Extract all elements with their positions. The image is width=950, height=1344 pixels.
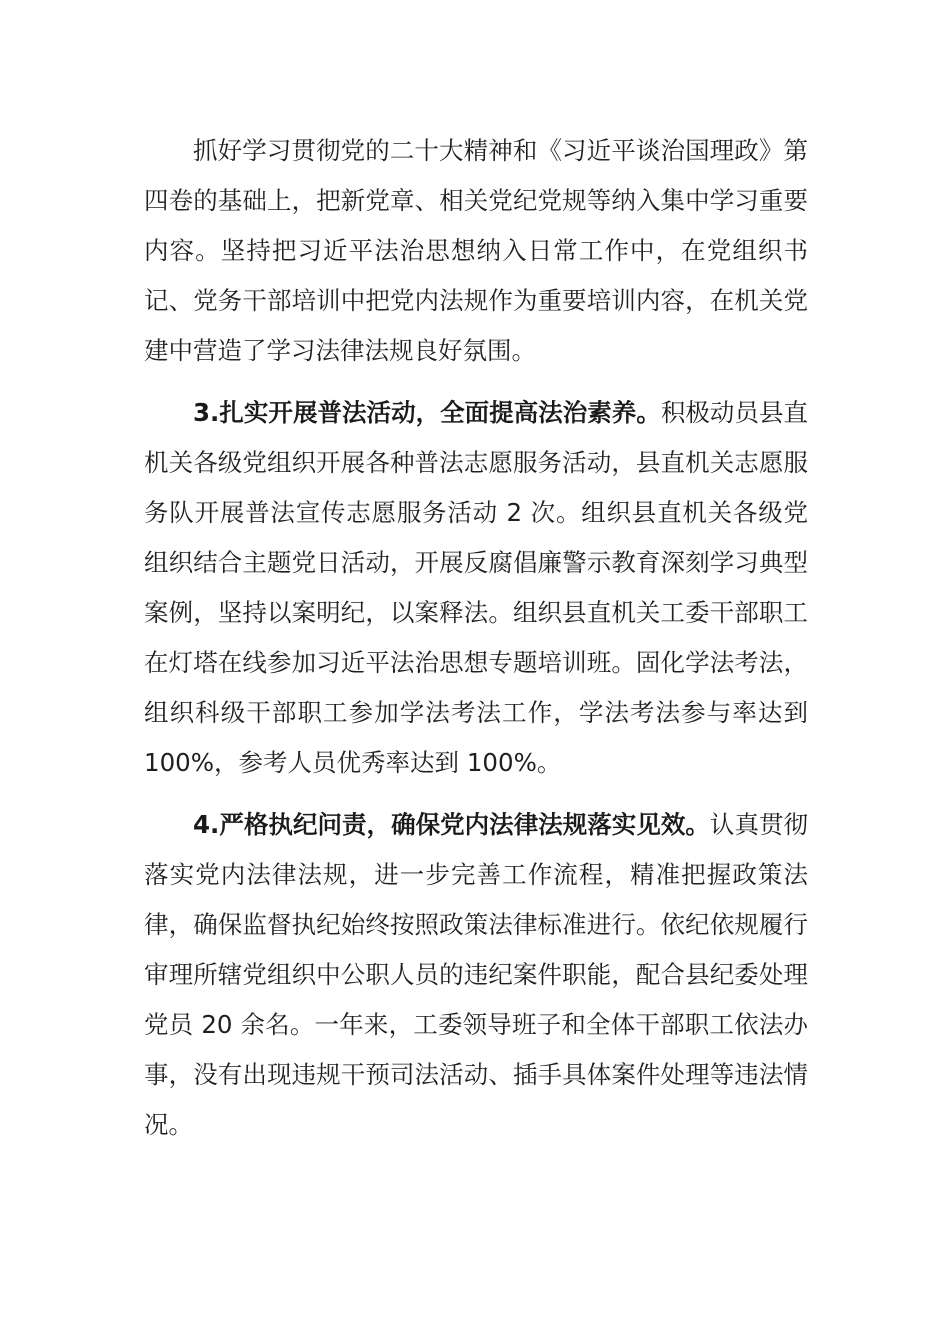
paragraph-text: 认真贯彻落实党内法律法规，进一步完善工作流程，精准把握政策法律，确保监督执纪始终按照政策法律标准进行。依纪依规履行审理所辖党组织中公职人员的违纪案件职能，配合县纪委处理党员 20 余名。一年来，工委领导班子和全体干部职工依法办事，没有出现违规干预司法活动、插手具体案件处理等违法情况。 — [144, 810, 809, 1139]
paragraph-study-content — [144, 126, 808, 376]
paragraph-text: 积极动员县直机关各级党组织开展各种普法志愿服务活动，县直机关志愿服务队开展普法宣传志愿服务活动 2 次。组织县直机关各级党组织结合主题党日活动，开展反腐倡廉警示教育深刻学习典型案例，坚持以案明纪，以案释法。组织县直机关工委干部职工在灯塔在线参加习近平法治思想专题培训班。固化学法考法，组织科级干部职工参加学法考法工作，学法考法参与率达到 100%，参考人员优秀率达到 100%。 — [144, 398, 808, 777]
paragraph-discipline-enforcement — [144, 800, 808, 1150]
document-body — [144, 126, 808, 1150]
paragraph-text: 抓好学习贯彻党的二十大精神和《习近平谈治国理政》第四卷的基础上，把新党章、相关党纪党规等纳入集中学习重要内容。坚持把习近平法治思想纳入日常工作中，在党组织书记、党务干部培训中把党内法规作为重要培训内容，在机关党建中营造了学习法律法规良好氛围。 — [144, 136, 808, 365]
section-heading: 3.扎实开展普法活动，全面提高法治素养。 — [193, 398, 661, 427]
paragraph-legal-education — [144, 388, 808, 788]
section-heading: 4.严格执纪问责，确保党内法律法规落实见效。 — [193, 810, 710, 839]
